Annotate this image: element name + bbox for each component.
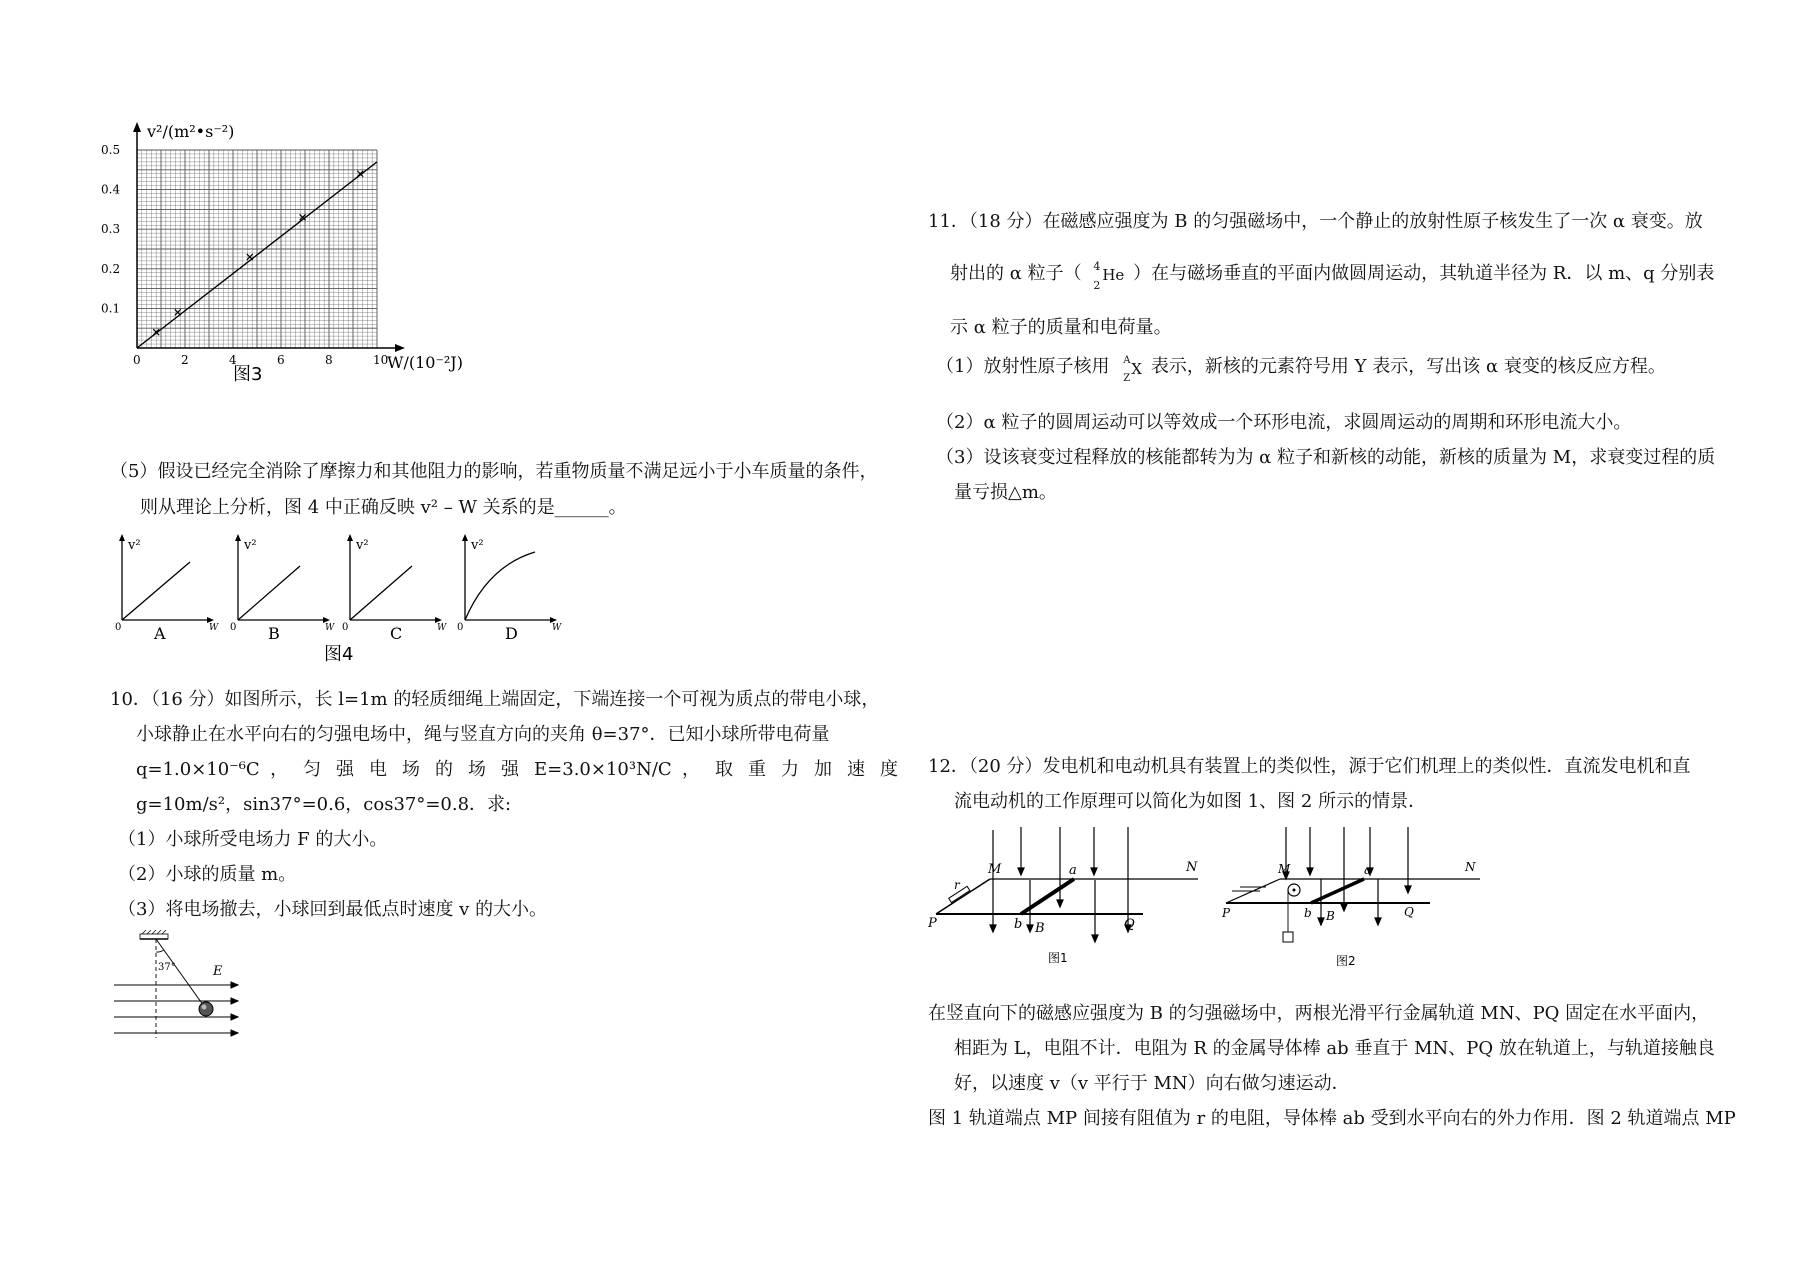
q11-sub3a: （3）设该衰变过程释放的核能都转为为 α 粒子和新核的动能，新核的质量为 M，求衰变过程的质 — [936, 447, 1716, 468]
q11-line3: 示 α 粒子的质量和电荷量。 — [950, 317, 1172, 338]
fig4-option-d: D — [505, 624, 518, 643]
q12-p3: 好，以速度 v（v 平行于 MN）向右做匀速运动． — [954, 1073, 1350, 1094]
q11-line2b: ）在与磁场垂直的平面内做圆周运动，其轨道半径为 R．以 m、q 分别表 — [1133, 263, 1715, 284]
fig1-M: M — [988, 862, 1002, 877]
q12-line1: 12．（20 分）发电机和电动机具有装置上的类似性，源于它们机理上的类似性．直流发电机和直 — [928, 756, 1691, 777]
q11-sub1 — [936, 355, 1666, 384]
q12-figure-2 — [1218, 822, 1488, 972]
fig3-marks — [101, 143, 388, 367]
q11-sub1a: （1）放射性原子核用 — [936, 356, 1110, 377]
fig4-c-y: v² — [356, 538, 369, 553]
fig4-graph-d — [457, 534, 562, 643]
q11-sub1b: 表示，新核的元素符号用 Y 表示，写出该 α 衰变的核反应方程。 — [1150, 356, 1666, 377]
y-tick-label: 0.2 — [101, 261, 121, 276]
q10-figure — [110, 930, 250, 1050]
fig3-x-arrow — [395, 344, 405, 352]
q10-line2: 小球静止在水平向右的匀强电场中，绳与竖直方向的夹角 θ=37°．已知小球所带电荷量 — [136, 724, 830, 745]
fig2-a: a — [1364, 863, 1372, 877]
x-tick-label: 4 — [229, 353, 237, 367]
q11-line2a: 射出的 α 粒子（ — [950, 263, 1082, 284]
fig4-b-y: v² — [244, 538, 257, 553]
x-nuclide — [1115, 355, 1145, 384]
fig2-N: N — [1465, 860, 1476, 874]
fig1-P: P — [928, 916, 937, 931]
fig2-M: M — [1278, 862, 1291, 876]
fig4-graph-c — [342, 534, 447, 643]
fig1-Q: Q — [1124, 917, 1135, 932]
fig4-graph-b — [230, 534, 335, 643]
fig4-c-x: W — [437, 623, 447, 633]
q12-p4: 图 1 轨道端点 MP 间接有阻值为 r 的电阻，导体棒 ab 受到水平向右的外力作用．图 2 轨道端点 MP — [928, 1108, 1736, 1129]
fig1-caption: 图1 — [1048, 951, 1068, 965]
q10-sub3: （3）将电场撤去，小球回到最低点时速度 v 的大小。 — [118, 899, 548, 920]
fig4-d-origin: 0 — [457, 622, 464, 633]
fig2-caption: 图2 — [1336, 954, 1356, 968]
q10-angle-label: 37° — [158, 962, 176, 973]
x-charge-number: Z — [1123, 373, 1131, 384]
fig3-grid — [137, 150, 377, 348]
fig4-a-y: v² — [128, 538, 141, 553]
fig4-option-a: A — [154, 624, 166, 643]
q10-sub1: （1）小球所受电场力 F 的大小。 — [118, 829, 388, 850]
fig1-a: a — [1069, 863, 1077, 878]
fig4-graph-a — [115, 534, 219, 643]
y-tick-label: 0.5 — [101, 143, 121, 157]
he-nuclide — [1087, 260, 1127, 292]
x-tick-label: 8 — [325, 353, 333, 367]
fig2-Q: Q — [1404, 905, 1414, 919]
q12-p2: 相距为 L，电阻不计．电阻为 R 的金属导体棒 ab 垂直于 MN、PQ 放在轨道上，与轨道接触良 — [954, 1038, 1715, 1059]
fig2-b: b — [1304, 906, 1312, 920]
fig4-a-x: W — [209, 623, 219, 633]
q11-line1: 11．（18 分）在磁感应强度为 B 的匀强磁场中，一个静止的放射性原子核发生了一次 α 衰变。放 — [928, 211, 1703, 232]
q11-line2 — [950, 260, 1715, 292]
q10-line1: 10．（16 分）如图所示，长 l=1m 的轻质细绳上端固定，下端连接一个可视为质点的带电小球， — [110, 689, 880, 710]
rod-ab-2 — [1311, 879, 1364, 903]
fig4-a-origin: 0 — [115, 622, 122, 633]
fig1-b: b — [1014, 917, 1023, 932]
q10-E-label: E — [213, 964, 223, 979]
rod-ab — [1021, 879, 1074, 914]
x-tick-label: 2 — [181, 353, 189, 367]
q9-5-line2: 则从理论上分析，图 4 中正确反映 v² – W 关系的是______。 — [140, 497, 627, 518]
x-tick-label: 10 — [373, 353, 389, 367]
fig1-r: r — [954, 878, 960, 892]
q12-figure-1 — [928, 822, 1208, 972]
fig3-chart — [95, 120, 485, 450]
fig3-caption: 图3 — [233, 364, 263, 385]
fig2-P: P — [1222, 906, 1231, 920]
field-arrows-2 — [1283, 827, 1411, 925]
fig1-N: N — [1186, 860, 1198, 875]
q10-field-lines — [114, 982, 238, 1036]
fig4-d-x: W — [552, 623, 562, 633]
he-charge-number: 2 — [1093, 279, 1101, 292]
fig4-b-x: W — [325, 623, 335, 633]
fig2-B: B — [1326, 909, 1335, 923]
fig4-graphs — [110, 530, 580, 670]
q10-ball — [199, 1002, 213, 1016]
q12-line2: 流电动机的工作原理可以简化为如图 1、图 2 所示的情景． — [954, 791, 1427, 812]
q10-sub2: （2）小球的质量 m。 — [118, 864, 297, 885]
fig4-b-origin: 0 — [230, 622, 237, 633]
q10-string — [156, 939, 206, 1009]
fig1-B: B — [1035, 921, 1045, 936]
q11-sub2: （2）α 粒子的圆周运动可以等效成一个环形电流，求圆周运动的周期和环形电流大小。 — [936, 412, 1632, 433]
fig4-caption: 图4 — [324, 644, 354, 665]
q10-line4: g=10m/s²，sin37°=0.6，cos37°=0.8．求: — [136, 794, 512, 815]
q9-5-line1: （5）假设已经完全消除了摩擦力和其他阻力的影响，若重物质量不满足远小于小车质量的条件， — [110, 461, 878, 482]
q10-line3: q=1.0×10⁻⁶C ， 匀 强 电 场 的 场 强 E=3.0×10³N/C ， 取 重 力 加 速 度 — [136, 759, 898, 780]
fig4-option-c: C — [390, 624, 403, 643]
y-tick-label: 0.1 — [101, 301, 121, 316]
x-tick-label: 6 — [277, 353, 285, 367]
fig3-y-arrow — [133, 122, 141, 132]
x-tick-label: 0 — [133, 353, 141, 367]
hanging-weight — [1283, 932, 1293, 942]
y-tick-label: 0.3 — [101, 222, 121, 237]
x-mass-number: A — [1123, 355, 1131, 366]
fig3-y-label: v²/(m²•s⁻²) — [147, 122, 235, 141]
q11-sub3b: 量亏损△m。 — [954, 482, 1057, 503]
fig4-c-origin: 0 — [342, 622, 349, 633]
fig3-x-label: W/(10⁻²J) — [387, 353, 463, 372]
he-mass-number: 4 — [1093, 260, 1101, 273]
fig4-d-y: v² — [471, 538, 484, 553]
field-arrows-1 — [990, 827, 1131, 942]
q12-p1: 在竖直向下的磁感应强度为 B 的匀强磁场中，两根光滑平行金属轨道 MN、PQ 固定在水平面内， — [928, 1003, 1710, 1024]
he-symbol: He — [1102, 266, 1125, 284]
x-symbol: X — [1131, 360, 1142, 378]
y-tick-label: 0.4 — [101, 182, 121, 197]
fig4-option-b: B — [268, 624, 280, 643]
